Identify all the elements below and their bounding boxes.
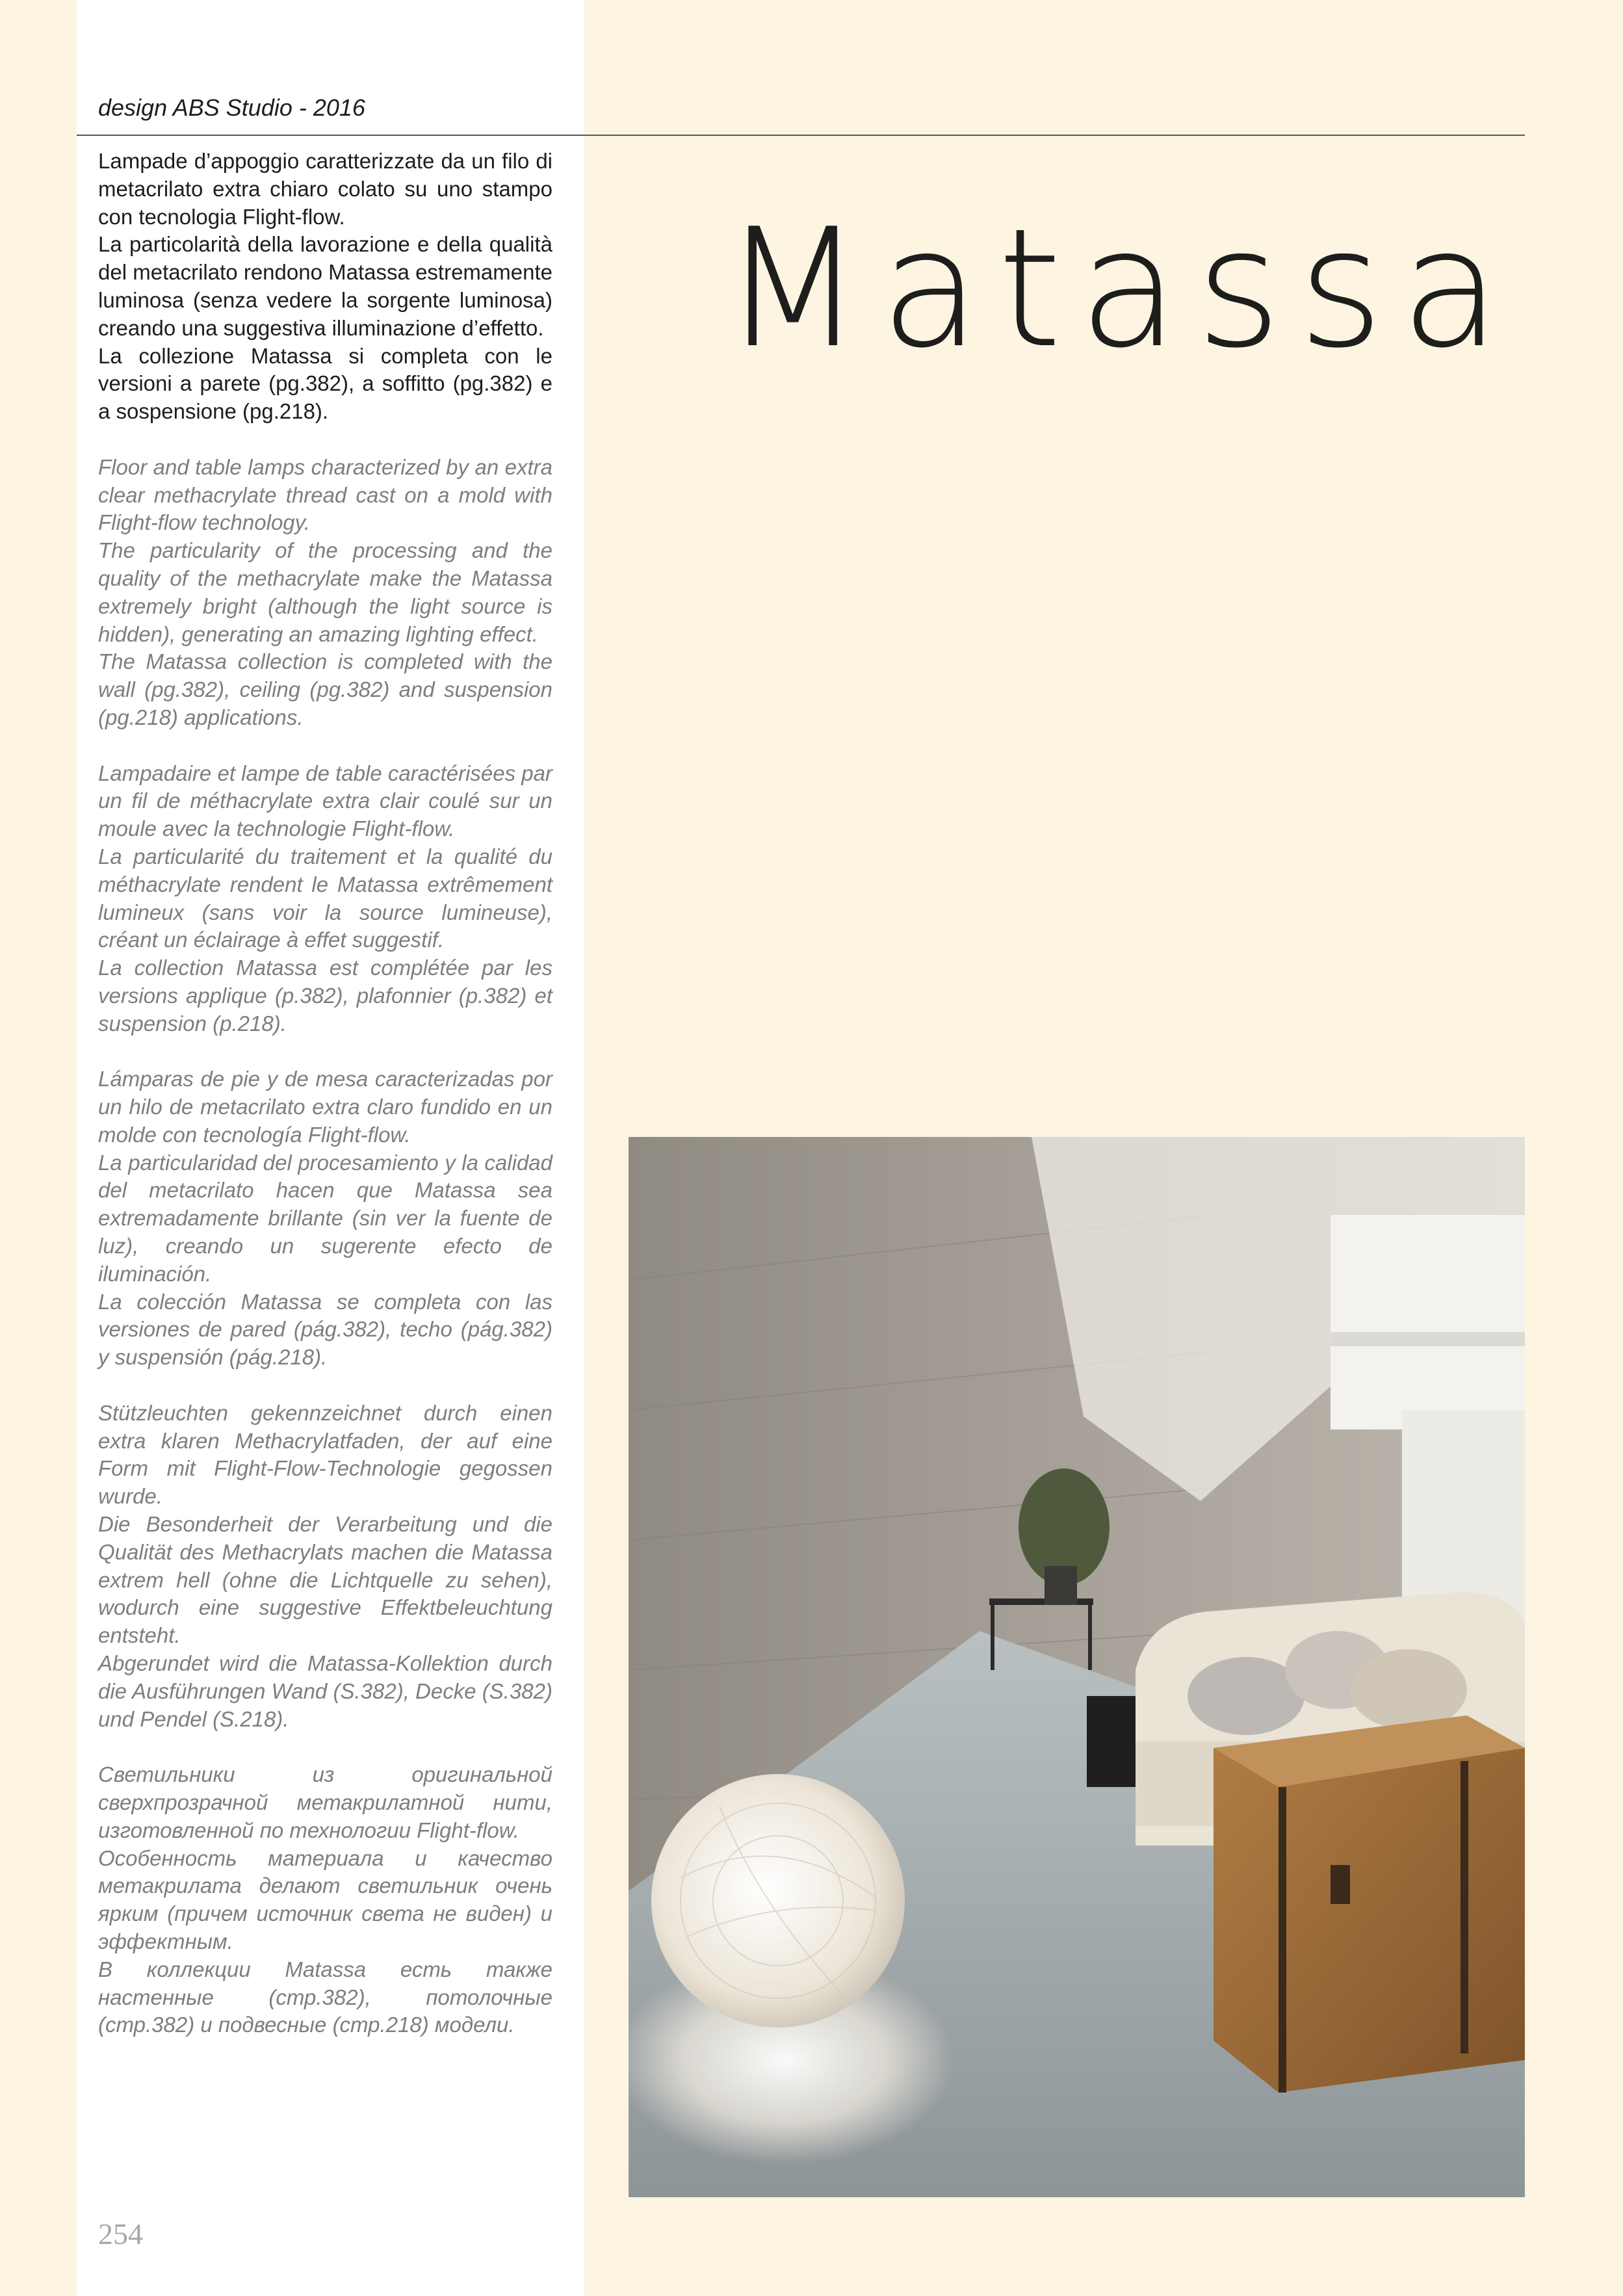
description-fr-1: Lampadaire et lampe de table caractérisées par un fil de méthacrylate extra clair coulé sur un moule avec la technologie Flight-flow.: [98, 761, 552, 841]
description-en-3: The Matassa collection is completed with the wall (pg.382), ceiling (pg.382) and suspension (pg.218) applications.: [98, 649, 552, 729]
description-es-2: La particularidad del procesamiento y la calidad del metacrilato hacen que Matassa sea extremadamente brillante (sin ver la fuente de luz), creando un sugerente efecto de iluminación.: [98, 1150, 552, 1286]
description-de-2: Die Besonderheit der Verarbeitung und die Qualität des Methacrylats machen die Matassa extrem hell (ohne die Lichtquelle zu sehen), wodurch eine suggestive Effektbeleuchtung entsteht.: [98, 1512, 552, 1648]
design-credit: design ABS Studio - 2016: [98, 94, 365, 121]
description-en-2: The particularity of the processing and the quality of the methacrylate make the Matassa extremely bright (although the light source is hidden), generating an amazing lighting effect.: [98, 538, 552, 646]
description-it-1: Lampade d’appoggio caratterizzate da un filo di metacrilato extra chiaro colato su uno stampo con tecnologia Flight-flow.: [98, 149, 552, 229]
product-photo: [629, 1137, 1525, 2197]
description-es-3: La colección Matassa se completa con las versiones de pared (pág.382), techo (pág.382) y suspensión (pág.218).: [98, 1289, 552, 1370]
description-it-2: La particolarità della lavorazione e della qualità del metacrilato rendono Matassa estremamente luminosa (senza vedere la sorgente luminosa) creando una suggestiva illuminazione d’effetto.: [98, 232, 552, 340]
product-title: Matassa: [721, 194, 1518, 384]
description-de-1: Stützleuchten gekennzeichnet durch einen extra klaren Methacrylatfaden, der auf eine Form mit Flight-Flow-Technologie gegossen wurde.: [98, 1400, 552, 1509]
description-es-1: Lámparas de pie y de mesa caracterizadas por un hilo de metacrilato extra claro fundido en un molde con tecnología Flight-flow.: [98, 1067, 552, 1147]
description-it-3: La collezione Matassa si completa con le versioni a parete (pg.382), a soffitto (pg.382) e a sospensione (pg.218).: [98, 343, 552, 424]
description-de-3: Abgerundet wird die Matassa-Kollektion durch die Ausführungen Wand (S.382), Decke (S.382) und Pendel (S.218).: [98, 1651, 552, 1731]
description-fr-3: La collection Matassa est complétée par les versions applique (p.382), plafonnier (p.382) et suspension (p.218).: [98, 956, 552, 1036]
description-en-1: Floor and table lamps characterized by an extra clear methacrylate thread cast on a mold with Flight-flow technology.: [98, 454, 552, 535]
description-fr-2: La particularité du traitement et la qualité du méthacrylate rendent le Matassa extrêmement lumineux (sans voir la source lumineuse), créant un éclairage à effet suggestif.: [98, 844, 552, 952]
description-ru-2: Особенность материала и качество метакрилата делают светильник очень ярким (причем источник света не виден) и эффектным.: [98, 1846, 552, 1953]
header-rule: [77, 135, 1525, 136]
description-column: [98, 148, 552, 2039]
description-ru-1: Светильники из оригинальной сверхпрозрачной метакрилатной нити, изготовленной по технологии Flight-flow.: [98, 1762, 552, 1842]
description-ru-3: В коллекции Matassa есть также настенные (стр.382), потолочные (стр.382) и подвесные (стр.218) модели.: [98, 1957, 552, 2037]
page-number: 254: [98, 2217, 143, 2250]
